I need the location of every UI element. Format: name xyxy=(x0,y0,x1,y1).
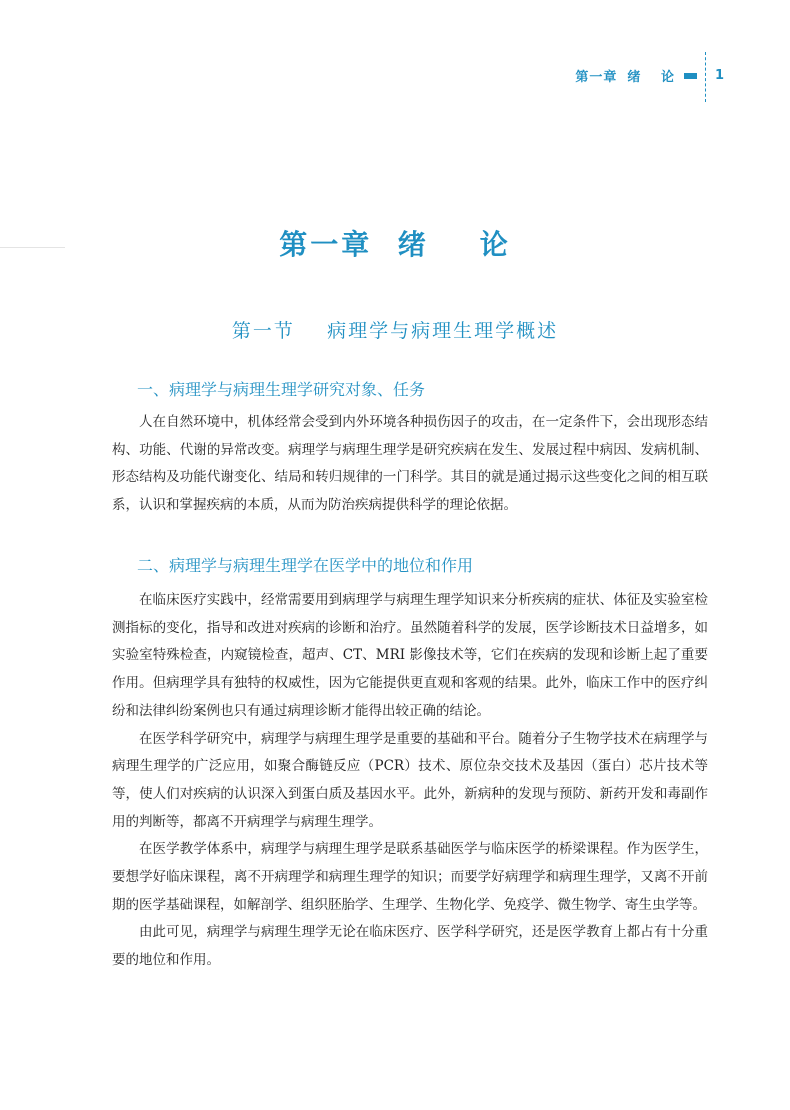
paragraph: 人在自然环境中，机体经常会受到内外环境各种损伤因子的攻击，在一定条件下，会出现形态结构、功能、代谢的异常改变。病理学与病理生理学是研究疾病在发生、发展过程中病因、发病机制、形态结构及功能代谢变化、结局和转归规律的一门科学。其目的就是通过揭示这些变化之间的相互联系，认识和掌握疾病的本质，从而为防治疾病提供科学的理论依据。 xyxy=(112,414,708,514)
header-title: 绪 论 xyxy=(627,70,682,85)
paragraph: 在医学科学研究中，病理学与病理生理学是重要的基础和平台。随着分子生物学技术在病理学与病理生理学的广泛应用，如聚合酶链反应（PCR）技术、原位杂交技术及基因（蛋白）芯片技术等等，使人们对疾病的认识深入到蛋白质及基因水平。此外，新病种的发现与预防、新药开发和毒副作用的判断等，都离不开病理学与病理生理学。 xyxy=(112,730,708,830)
subsection-heading-2: 二、病理学与病理生理学在医学中的地位和作用 xyxy=(137,556,474,575)
subsection-heading-1: 一、病理学与病理生理学研究对象、任务 xyxy=(137,380,426,399)
chapter-title: 第一章 绪 论 xyxy=(279,228,511,261)
subsection-body-1 xyxy=(112,409,708,520)
header-chapter: 第一章 xyxy=(575,70,618,85)
paragraph: 由此可见，病理学与病理生理学无论在临床医疗、医学科学研究，还是医学教育上都占有十分重要的地位和作用。 xyxy=(112,924,708,969)
header-divider xyxy=(705,52,706,102)
running-header xyxy=(575,66,724,85)
paragraph: 在临床医疗实践中，经常需要用到病理学与病理生理学知识来分析疾病的症状、体征及实验室检测指标的变化，指导和改进对疾病的诊断和治疗。虽然随着科学的发展，医学诊断技术日益增多，如实验室特殊检查，内窥镜检查，超声、CT、MRI 影像技术等，它们在疾病的发现和诊断上起了重要作用。但病理学具有独特的权威性，因为它能提供更直观和客观的结果。此外，临床工作中的医疗纠纷和法律纠纷案例也只有通过病理诊断才能得出较正确的结论。 xyxy=(112,592,708,719)
header-bar-marker xyxy=(684,73,697,79)
page-number: 1 xyxy=(714,68,724,83)
subsection-body-2 xyxy=(112,587,708,975)
paragraph: 在医学教学体系中，病理学与病理生理学是联系基础医学与临床医学的桥梁课程。作为医学生，要想学好临床课程，离不开病理学和病理生理学的知识；而要学好病理学和病理生理学，又离不开前期的医学基础课程，如解剖学、组织胚胎学、生理学、生物化学、免疫学、微生物学、寄生虫学等。 xyxy=(112,841,708,913)
section-title: 第一节 病理学与病理生理学概述 xyxy=(231,320,559,342)
